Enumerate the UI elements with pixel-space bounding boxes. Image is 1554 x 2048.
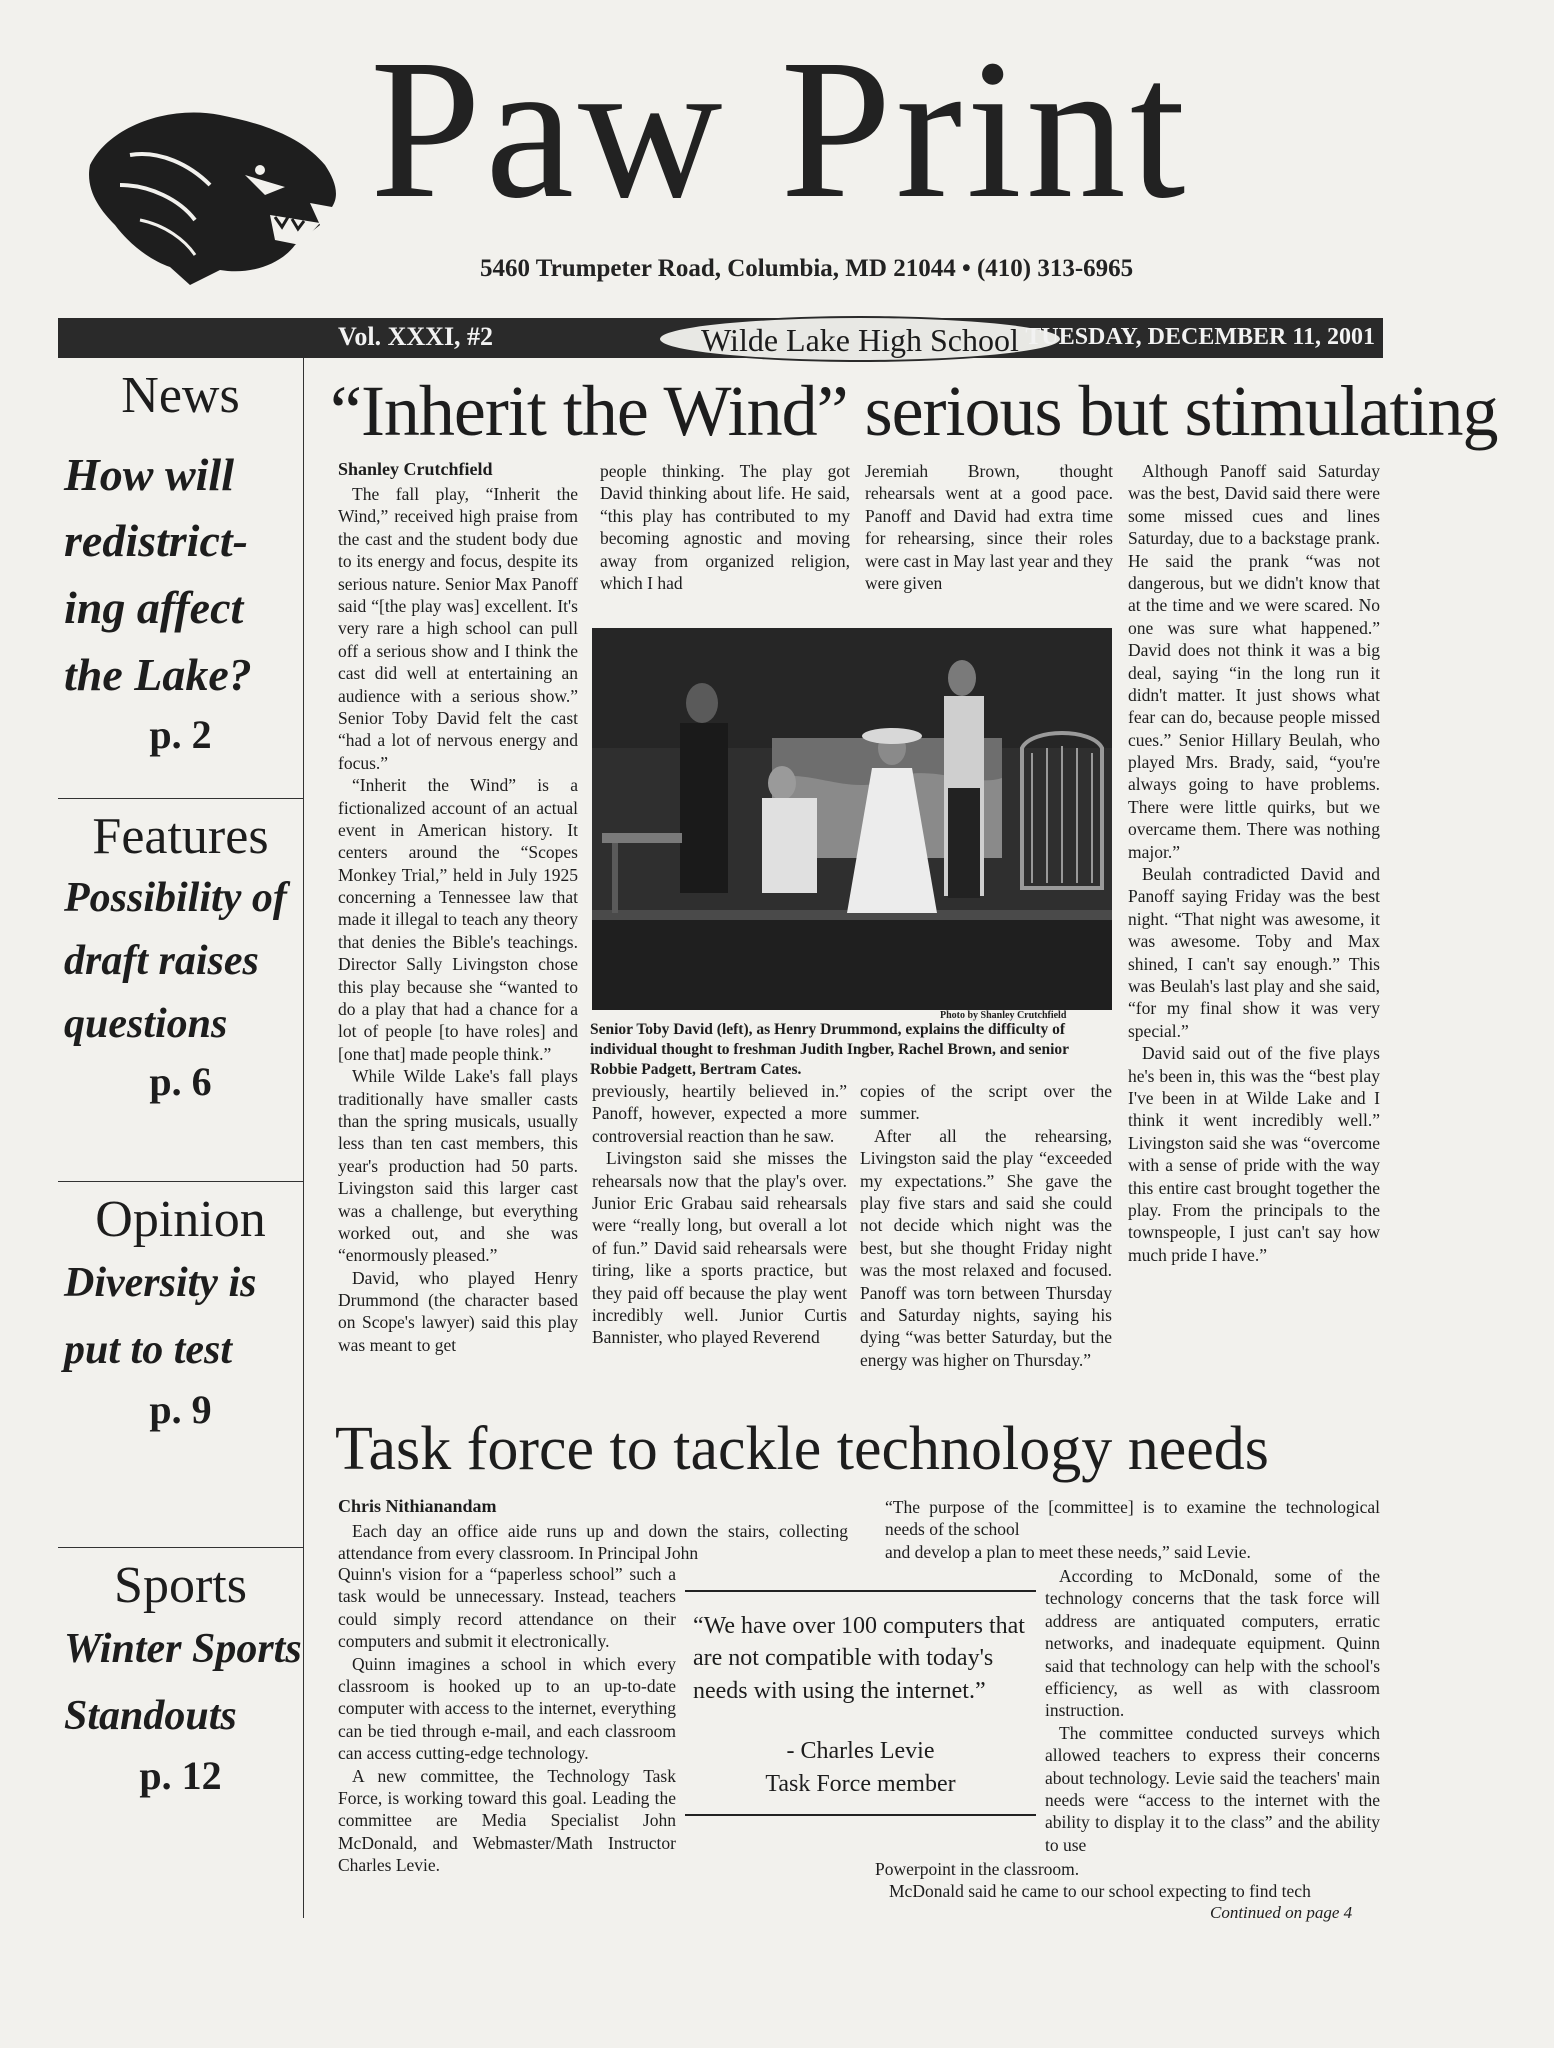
pull-quote-text: “We have over 100 computers that are not compatible with today's needs with using the internet.” [693,1613,1025,1704]
story-paragraph: The committee conducted surveys which allowed teachers to express their concerns about technology. Levie said the teachers' main needs were “access to the internet with the ability to display it to the class” and the ability to use [1045,1722,1380,1855]
continued-link[interactable]: Continued on page 4 [1210,1903,1353,1922]
issue-date: TUESDAY, DECEMBER 11, 2001 [1025,324,1375,350]
sidebar-section-title: News [121,367,240,424]
story-paragraph: Powerpoint in the classroom. [875,1859,1080,1879]
sidebar-teaser: How will redistrict-ing affect the Lake? [64,448,252,700]
story-column-2-top [600,460,850,594]
story-byline: Shanley Crutchfield [338,459,493,479]
sidebar-section-sports [58,1548,303,1918]
story-paragraph: copies of the script over the summer. [860,1081,1112,1124]
story-paragraph: David, who played Henry Drummond (the character based on Scope's lawyer) said this play was meant to get [338,1267,578,1355]
story-column-4 [1128,460,1380,1266]
story-paragraph: McDonald said he came to our school expecting to find tech [889,1881,1311,1902]
sidebar-section-title: Sports [114,1557,247,1614]
sidebar-section-news [58,358,303,799]
pull-quote-name: - Charles Levie [786,1738,935,1765]
pull-quote-role: Task Force member [765,1770,956,1797]
story-paragraph: A new committee, the Technology Task Force, is working toward this goal. Leading the committee are Media Specialist John McDonald, and Webmaster/Math Instructor Charles Levie. [338,1765,676,1876]
story-column-2-bottom [592,1080,847,1349]
story-paragraph: Jeremiah Brown, thought rehearsals went at a good pace. Panoff and David had extra time for rehearsing, since their roles were cast in May last year and they were given [865,461,1113,593]
story-headline: “Inherit the Wind” serious but stimulating [330,371,1498,451]
story-paragraph: Quinn imagines a school in which every classroom is hooked up to an up-to-date computer with access to the internet, everything can be tied through e-mail, and each classroom can access cutting-edge technology. [338,1653,676,1764]
school-name: Wilde Lake High School [658,316,1062,362]
issue-banner [58,318,1383,358]
story-paragraph: The fall play, “Inherit the Wind,” received high praise from the cast and the student body due to its energy and focus, despite its serious nature. Senior Max Panoff said “[the play was] excellent. It's very rare a high school can pull off a serious show and I think the cast did well at entertaining an audience with a serious show.” Senior Toby David felt the cast “had a lot of nervous energy and focus.” [338,484,578,773]
panther-head-icon [70,95,350,295]
sidebar-teaser: Winter Sports Standouts [64,1625,302,1739]
story-column-1 [338,458,578,1356]
story-paragraph: Each day an office aide runs up and down the stairs, collecting attendance from every classroom. In Principal John [338,1521,848,1564]
story2-bottom [875,1858,1380,1903]
sidebar-section-opinion [58,1182,303,1548]
story-paragraph: After all the rehearsing, Livingston said the play “exceeded my expectations.” She gave the play five stars and said she could not decide which night was the best, but she thought Friday night was the most relaxed and focused. Panoff was torn between Thursday and Saturday nights, saying his dying “was better Saturday, but the energy was higher on Thursday.” [860,1125,1112,1370]
story-paragraph: and develop a plan to meet these needs,” said Levie. [885,1541,1251,1562]
story-headline: Task force to tackle technology needs [335,1415,1269,1483]
contents-sidebar [58,358,304,1918]
photo-caption: Senior Toby David (left), as Henry Drummond, explains the difficulty of individual thought to freshman Judith Ingber, Rachel Brown, and senior Robbie Padgett, Bertram Cates. [590,1021,1069,1079]
sidebar-teaser: Possibility of draft raises questions [64,874,287,1047]
photo-credit: Photo by Shanley Crutchfield [940,1010,1067,1021]
sidebar-page-ref: p. 12 [139,1753,222,1799]
pull-quote [685,1590,1036,1816]
story-column-3-top [865,460,1113,594]
story-paragraph: Livingston said she misses the rehearsals now that the play's over. Junior Eric Grabau said rehearsals were “really long, but overall a lot of fun.” David said rehearsals were tiring, like a sports practice, but they paid off because the play went incredibly well. Junior Curtis Bannister, who played Reverend [592,1148,847,1348]
sidebar-section-features [58,799,303,1182]
story2-column-3 [1045,1565,1380,1856]
story-paragraph: previously, heartily believed in.” Panoff, however, expected a more controversial reaction than he saw. [592,1081,847,1146]
sidebar-section-title: Features [92,808,269,865]
story-paragraph: Quinn's vision for a “paperless school” such a task would be unnecessary. Instead, teachers could simply record attendance on their computers and submit it electronically. [338,1564,676,1652]
sidebar-teaser: Diversity is put to test [64,1259,257,1373]
pull-quote-attribution [693,1735,1028,1800]
story-paragraph: While Wilde Lake's fall plays traditionally have smaller casts than the spring musicals, usually less than ten cast members, this year's production had 50 parts. Livingston said this larger cast was a challenge, but everything worked out, and she was “enormously pleased.” [338,1066,578,1266]
story-paragraph: David said out of the five plays he's been in, this was the “best play I've been in at Wilde Lake and I think it went incredibly well.” Livingston said she was “overcome with a sense of pride with the way this entire cast brought together the play. From the principals to the townspeople, I just can't say how much pride I have.” [1128,1043,1380,1265]
sidebar-page-ref: p. 2 [149,711,212,757]
story-paragraph: Although Panoff said Saturday was the best, David said there were some missed cues and lines Saturday, due to a backstage prank. He said the prank “was not dangerous, but we didn't know that at the time and we were scared. No one was sure what happened.” David does not think it was a big deal, saying “in the long run it didn't matter. It just shows what fear can do, because people missed cues.” Senior Hillary Beulah, who played Mrs. Brady, said, “you're always going to have problems. There were little quirks, but we overcame them. There was nothing major.” [1128,461,1380,862]
story-paragraph: According to McDonald, some of the technology concerns that the task force will address are antiquated computers, erratic networks, and inadequate equipment. Quinn said that technology can help with the school's efficiency, as well as with classroom instruction. [1045,1566,1380,1721]
story-paragraph: Beulah contradicted David and Panoff saying Friday was the best night. “That night was awesome, it was awesome. Toby and Max shined, I can't say enough.” This was Beulah's last play and she said, “for my final show it was very special.” [1128,864,1380,1041]
play-photo [592,628,1112,1010]
story2-top-right [885,1496,1380,1563]
story-column-3-bottom [860,1080,1112,1371]
newspaper-address: 5460 Trumpeter Road, Columbia, MD 21044 • (410) 313-6965 [480,255,1134,282]
newspaper-title: Paw Print [370,19,1190,240]
story-paragraph: people thinking. The play got David thinking about life. He said, “this play has contributed to my becoming agnostic and moving away from organized religion, which I had [600,461,850,593]
story-paragraph: “The purpose of the [committee] is to examine the technological needs of the school [885,1497,1380,1540]
story-byline: Chris Nithianandam [338,1496,497,1516]
sidebar-page-ref: p. 9 [149,1387,212,1433]
story-paragraph: “Inherit the Wind” is a fictionalized account of an actual event in American history. It centers around the “Scopes Monkey Trial,” held in July 1925 concerning a Tennessee law that made it illegal to teach any theory that denies the Bible's teachings. Director Sally Livingston chose this play because she “wanted to do a play that had a chance for a lot of people [to have roles] and [one that] made people think.” [338,775,578,1064]
story2-column-1 [338,1563,676,1876]
volume-number: Vol. XXXI, #2 [338,322,494,351]
sidebar-section-title: Opinion [95,1191,266,1248]
story2-lead [338,1495,848,1565]
sidebar-page-ref: p. 6 [149,1058,212,1104]
